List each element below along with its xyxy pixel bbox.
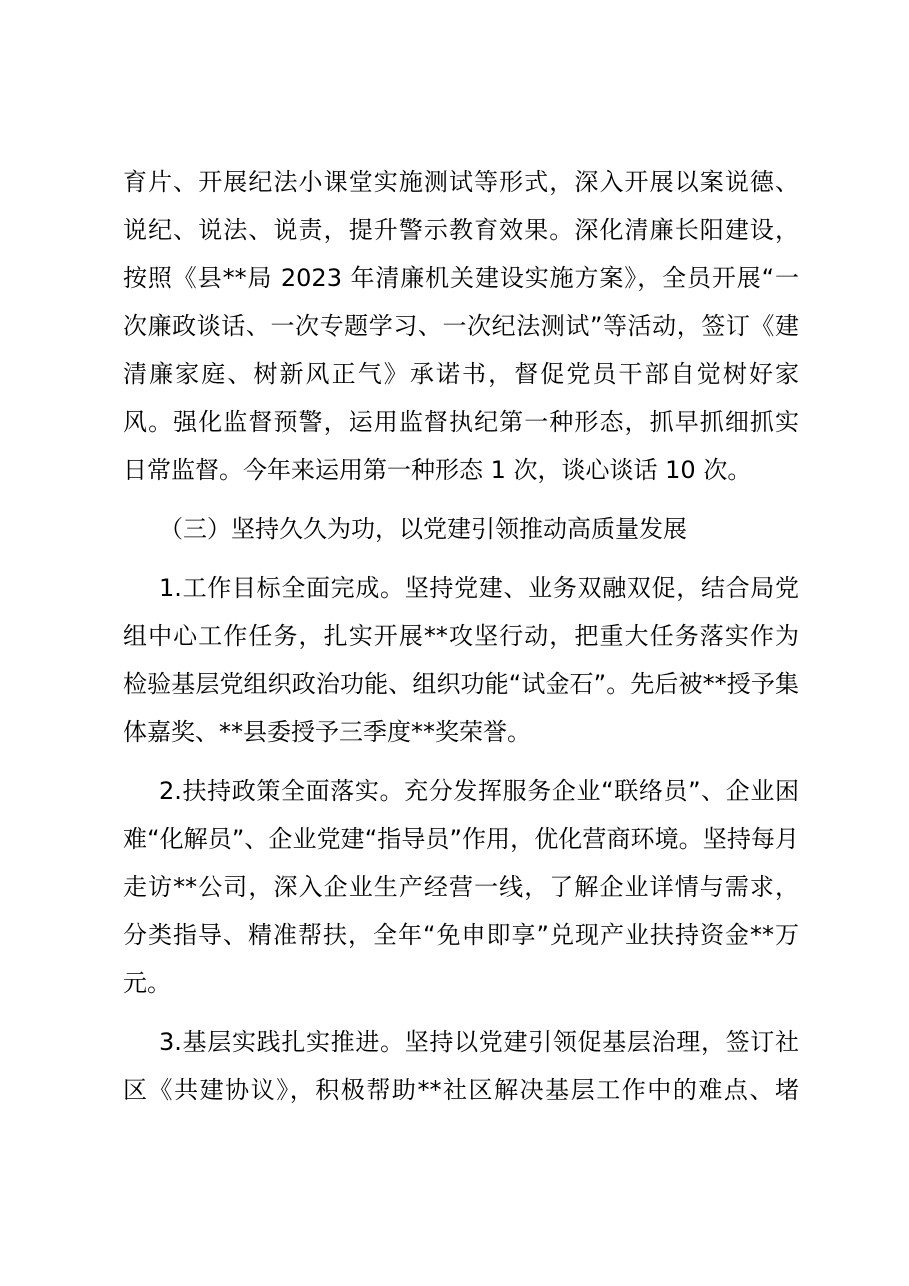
body-text-line: 组中心工作任务，扎实开展**攻坚行动，把重大任务落实作为 [123,622,799,650]
body-text-line: 难“化解员”、企业党建“指导员”作用，优化营商环境。坚持每月 [123,825,799,853]
body-text-line: 清廉家庭、树新风正气》承诺书，督促党员干部自觉树好家 [123,360,799,388]
paragraph-first-line: 3.基层实践扎实推进。坚持以党建引领促基层治理，签订社 [159,1028,799,1056]
body-text-line: 分类指导、精准帮扶，全年“免申即享”兑现产业扶持资金**万 [123,921,799,949]
body-text-line: 日常监督。今年来运用第一种形态 1 次，谈心谈话 10 次。 [123,456,752,484]
body-text-line: 次廉政谈话、一次专题学习、一次纪法测试”等活动，签订《建 [123,312,799,340]
body-text-line: 区《共建协议》，积极帮助**社区解决基层工作中的难点、堵 [123,1076,799,1104]
paragraph-first-line: 1.工作目标全面完成。坚持党建、业务双融双促，结合局党 [159,574,799,602]
body-text-line: 风。强化监督预警，运用监督执纪第一种形态，抓早抓细抓实 [123,408,799,436]
body-text-line: 体嘉奖、**县委授予三季度**奖荣誉。 [123,718,531,746]
section-heading: （三）坚持久久为功，以党建引领推动高质量发展 [159,515,687,543]
body-text-line: 育片、开展纪法小课堂实施测试等形式，深入开展以案说德、 [123,168,799,196]
body-text-line: 元。 [123,969,171,997]
paragraph-first-line: 2.扶持政策全面落实。充分发挥服务企业“联络员”、企业困 [159,777,799,805]
body-text-line: 说纪、说法、说责，提升警示教育效果。深化清廉长阳建设， [123,216,799,244]
body-text-line: 走访**公司，深入企业生产经营一线，了解企业详情与需求， [123,873,799,901]
body-text-line: 按照《县**局 2023 年清廉机关建设实施方案》，全员开展“一 [123,264,799,292]
body-text-line: 检验基层党组织政治功能、组织功能“试金石”。先后被**授予集 [123,670,799,698]
